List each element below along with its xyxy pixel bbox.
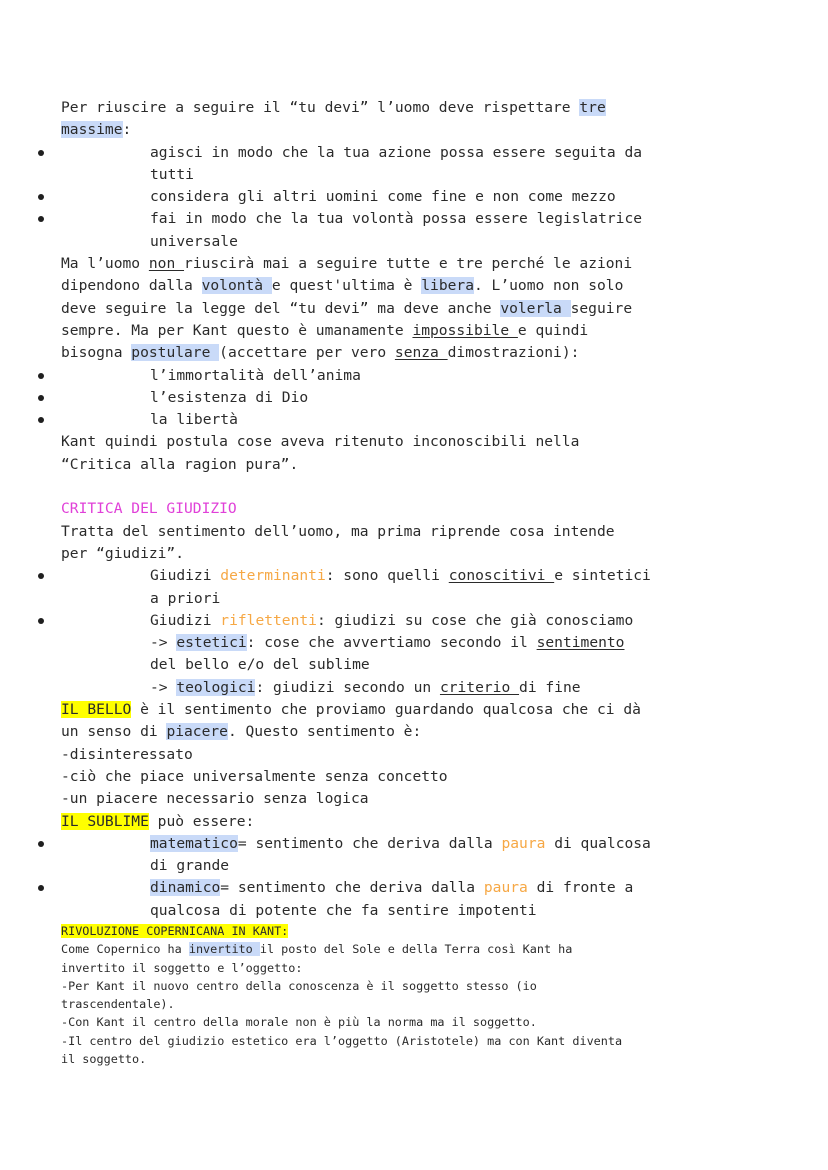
text: dimostrazioni):: [447, 344, 580, 362]
text: = sentimento che deriva dalla: [220, 879, 484, 897]
text: . Questo sentimento è:: [227, 723, 422, 741]
underlined-text: senza: [394, 344, 448, 362]
text: e quest'ultima è: [271, 277, 422, 295]
text: e sintetici: [554, 567, 651, 585]
text: sempre. Ma per Kant questo è umanamente: [61, 321, 413, 339]
paragraph-line: [61, 275, 761, 297]
paragraph-intro-2: [61, 119, 761, 141]
sub-item: [61, 677, 761, 699]
text: di qualcosa: [545, 834, 651, 852]
highlight: teologici: [176, 678, 256, 696]
highlight: piacere: [166, 723, 228, 741]
text: Ma l’uomo: [61, 255, 149, 273]
paragraph-line: Tratta del sentimento dell’uomo, ma prima riprende cosa intende: [61, 522, 615, 540]
list-item: considera gli altri uomini come fine e non come mezzo: [61, 186, 761, 208]
list-item-continuation: di grande: [150, 857, 230, 875]
highlight: invertito: [188, 942, 260, 957]
paragraph-line: [61, 699, 761, 721]
underlined-text: non: [148, 255, 185, 273]
text: deve seguire la legge del “tu devi” ma deve anche: [61, 299, 501, 317]
list-item: agisci in modo che la tua azione possa essere seguita da: [61, 142, 761, 164]
paragraph-line: [61, 320, 761, 342]
list-item-continuation: qualcosa di potente che fa sentire impotenti: [150, 901, 537, 919]
yellow-highlight: IL SUBLIME: [61, 812, 149, 830]
list-item: [61, 833, 761, 855]
text: dipendono dalla: [61, 277, 202, 295]
dash-item: -ciò che piace universalmente senza concetto: [61, 767, 448, 785]
arrow: ->: [150, 634, 177, 652]
text: seguire: [570, 299, 633, 317]
small-line: invertito il soggetto e l’oggetto:: [61, 960, 303, 975]
text: (accettare per vero: [219, 344, 395, 362]
underlined-text: impossibile: [412, 321, 518, 339]
highlight: libera: [421, 277, 474, 295]
small-heading: [61, 922, 761, 940]
small-line: il soggetto.: [61, 1052, 147, 1067]
text: Come Copernico ha: [61, 942, 189, 957]
paragraph-line: [61, 298, 761, 320]
arrow: ->: [150, 678, 177, 696]
colored-term: determinanti: [220, 567, 326, 585]
yellow-highlight: RIVOLUZIONE COPERNICANA IN KANT:: [61, 923, 289, 938]
dash-item: -disinteressato: [61, 745, 193, 763]
text: può essere:: [148, 812, 255, 830]
underlined-text: sentimento: [536, 634, 625, 652]
colored-term: riflettenti: [220, 611, 317, 629]
colored-term: paura: [483, 879, 528, 897]
text: : cose che avvertiamo secondo il: [246, 634, 537, 652]
text: Per riuscire a seguire il “tu devi” l’uomo deve rispettare: [61, 99, 580, 116]
paragraph-line: [61, 342, 761, 364]
highlight: massime: [61, 121, 123, 139]
colored-term: paura: [501, 834, 546, 852]
list-item: l’immortalità dell’anima: [61, 365, 761, 387]
list-item: [61, 610, 761, 632]
highlight: volontà: [201, 277, 272, 295]
list-item-continuation: tutti: [150, 165, 194, 183]
text: Giudizi: [150, 611, 221, 629]
small-line: trascendentale).: [61, 997, 175, 1012]
paragraph-line: “Critica alla ragion pura”.: [61, 455, 299, 473]
list-item: [61, 565, 761, 587]
text: bisogna: [61, 344, 132, 362]
underlined-text: criterio: [439, 678, 520, 696]
dash-item: -un piacere necessario senza logica: [61, 790, 369, 808]
spacer: [61, 476, 761, 498]
small-line: -Il centro del giudizio estetico era l’oggetto (Aristotele) ma con Kant diventa: [61, 1033, 623, 1048]
text: il posto del Sole e della Terra così Kant ha: [259, 942, 573, 957]
document-page: [61, 97, 761, 1068]
highlight: matematico: [150, 834, 238, 852]
paragraph-line: [61, 721, 761, 743]
yellow-highlight: IL BELLO: [61, 701, 132, 719]
text: e quindi: [517, 321, 589, 339]
small-line: -Per Kant il nuovo centro della conoscenza è il soggetto stesso (io: [61, 978, 537, 993]
text: di fine: [519, 678, 581, 696]
list-item-continuation: a priori: [150, 589, 221, 607]
highlight: postulare: [131, 344, 220, 362]
list-item: fai in modo che la tua volontà possa essere legislatrice: [61, 208, 761, 230]
text: Giudizi: [150, 567, 221, 585]
sub-item: [61, 632, 761, 654]
paragraph-line: Kant quindi postula cose aveva ritenuto inconoscibili nella: [61, 433, 580, 451]
underlined-text: conoscitivi: [448, 567, 555, 585]
text: = sentimento che deriva dalla: [237, 834, 502, 852]
paragraph-line: [61, 811, 761, 833]
text: un senso di: [61, 723, 167, 741]
small-line: -Con Kant il centro della morale non è più la norma ma il soggetto.: [61, 1015, 537, 1030]
highlight: dinamico: [150, 879, 221, 897]
text: riuscirà mai a seguire tutte e tre perché le azioni: [184, 255, 633, 273]
list-item: [61, 877, 761, 899]
paragraph-line: [61, 253, 761, 275]
text: : giudizi secondo un: [255, 678, 440, 696]
list-item: l’esistenza di Dio: [61, 387, 761, 409]
text: : sono quelli: [325, 567, 449, 585]
text: . L’uomo non solo: [473, 277, 624, 295]
paragraph-line: per “giudizi”.: [61, 544, 185, 562]
list-item-continuation: universale: [150, 232, 238, 250]
list-item: la libertà: [61, 409, 761, 431]
text: :: [122, 121, 132, 139]
highlight: tre: [579, 99, 606, 116]
text: è il sentimento che proviamo guardando qualcosa che ci dà: [131, 701, 641, 719]
paragraph-intro: [61, 97, 761, 119]
text: di fronte a: [527, 879, 634, 897]
text: : giudizi su cose che già conosciamo: [316, 611, 634, 629]
small-line: [61, 940, 761, 958]
section-heading: CRITICA DEL GIUDIZIO: [61, 500, 237, 518]
sub-item-continuation: del bello e/o del sublime: [150, 656, 370, 674]
highlight: volerla: [500, 299, 571, 317]
highlight: estetici: [176, 634, 247, 652]
